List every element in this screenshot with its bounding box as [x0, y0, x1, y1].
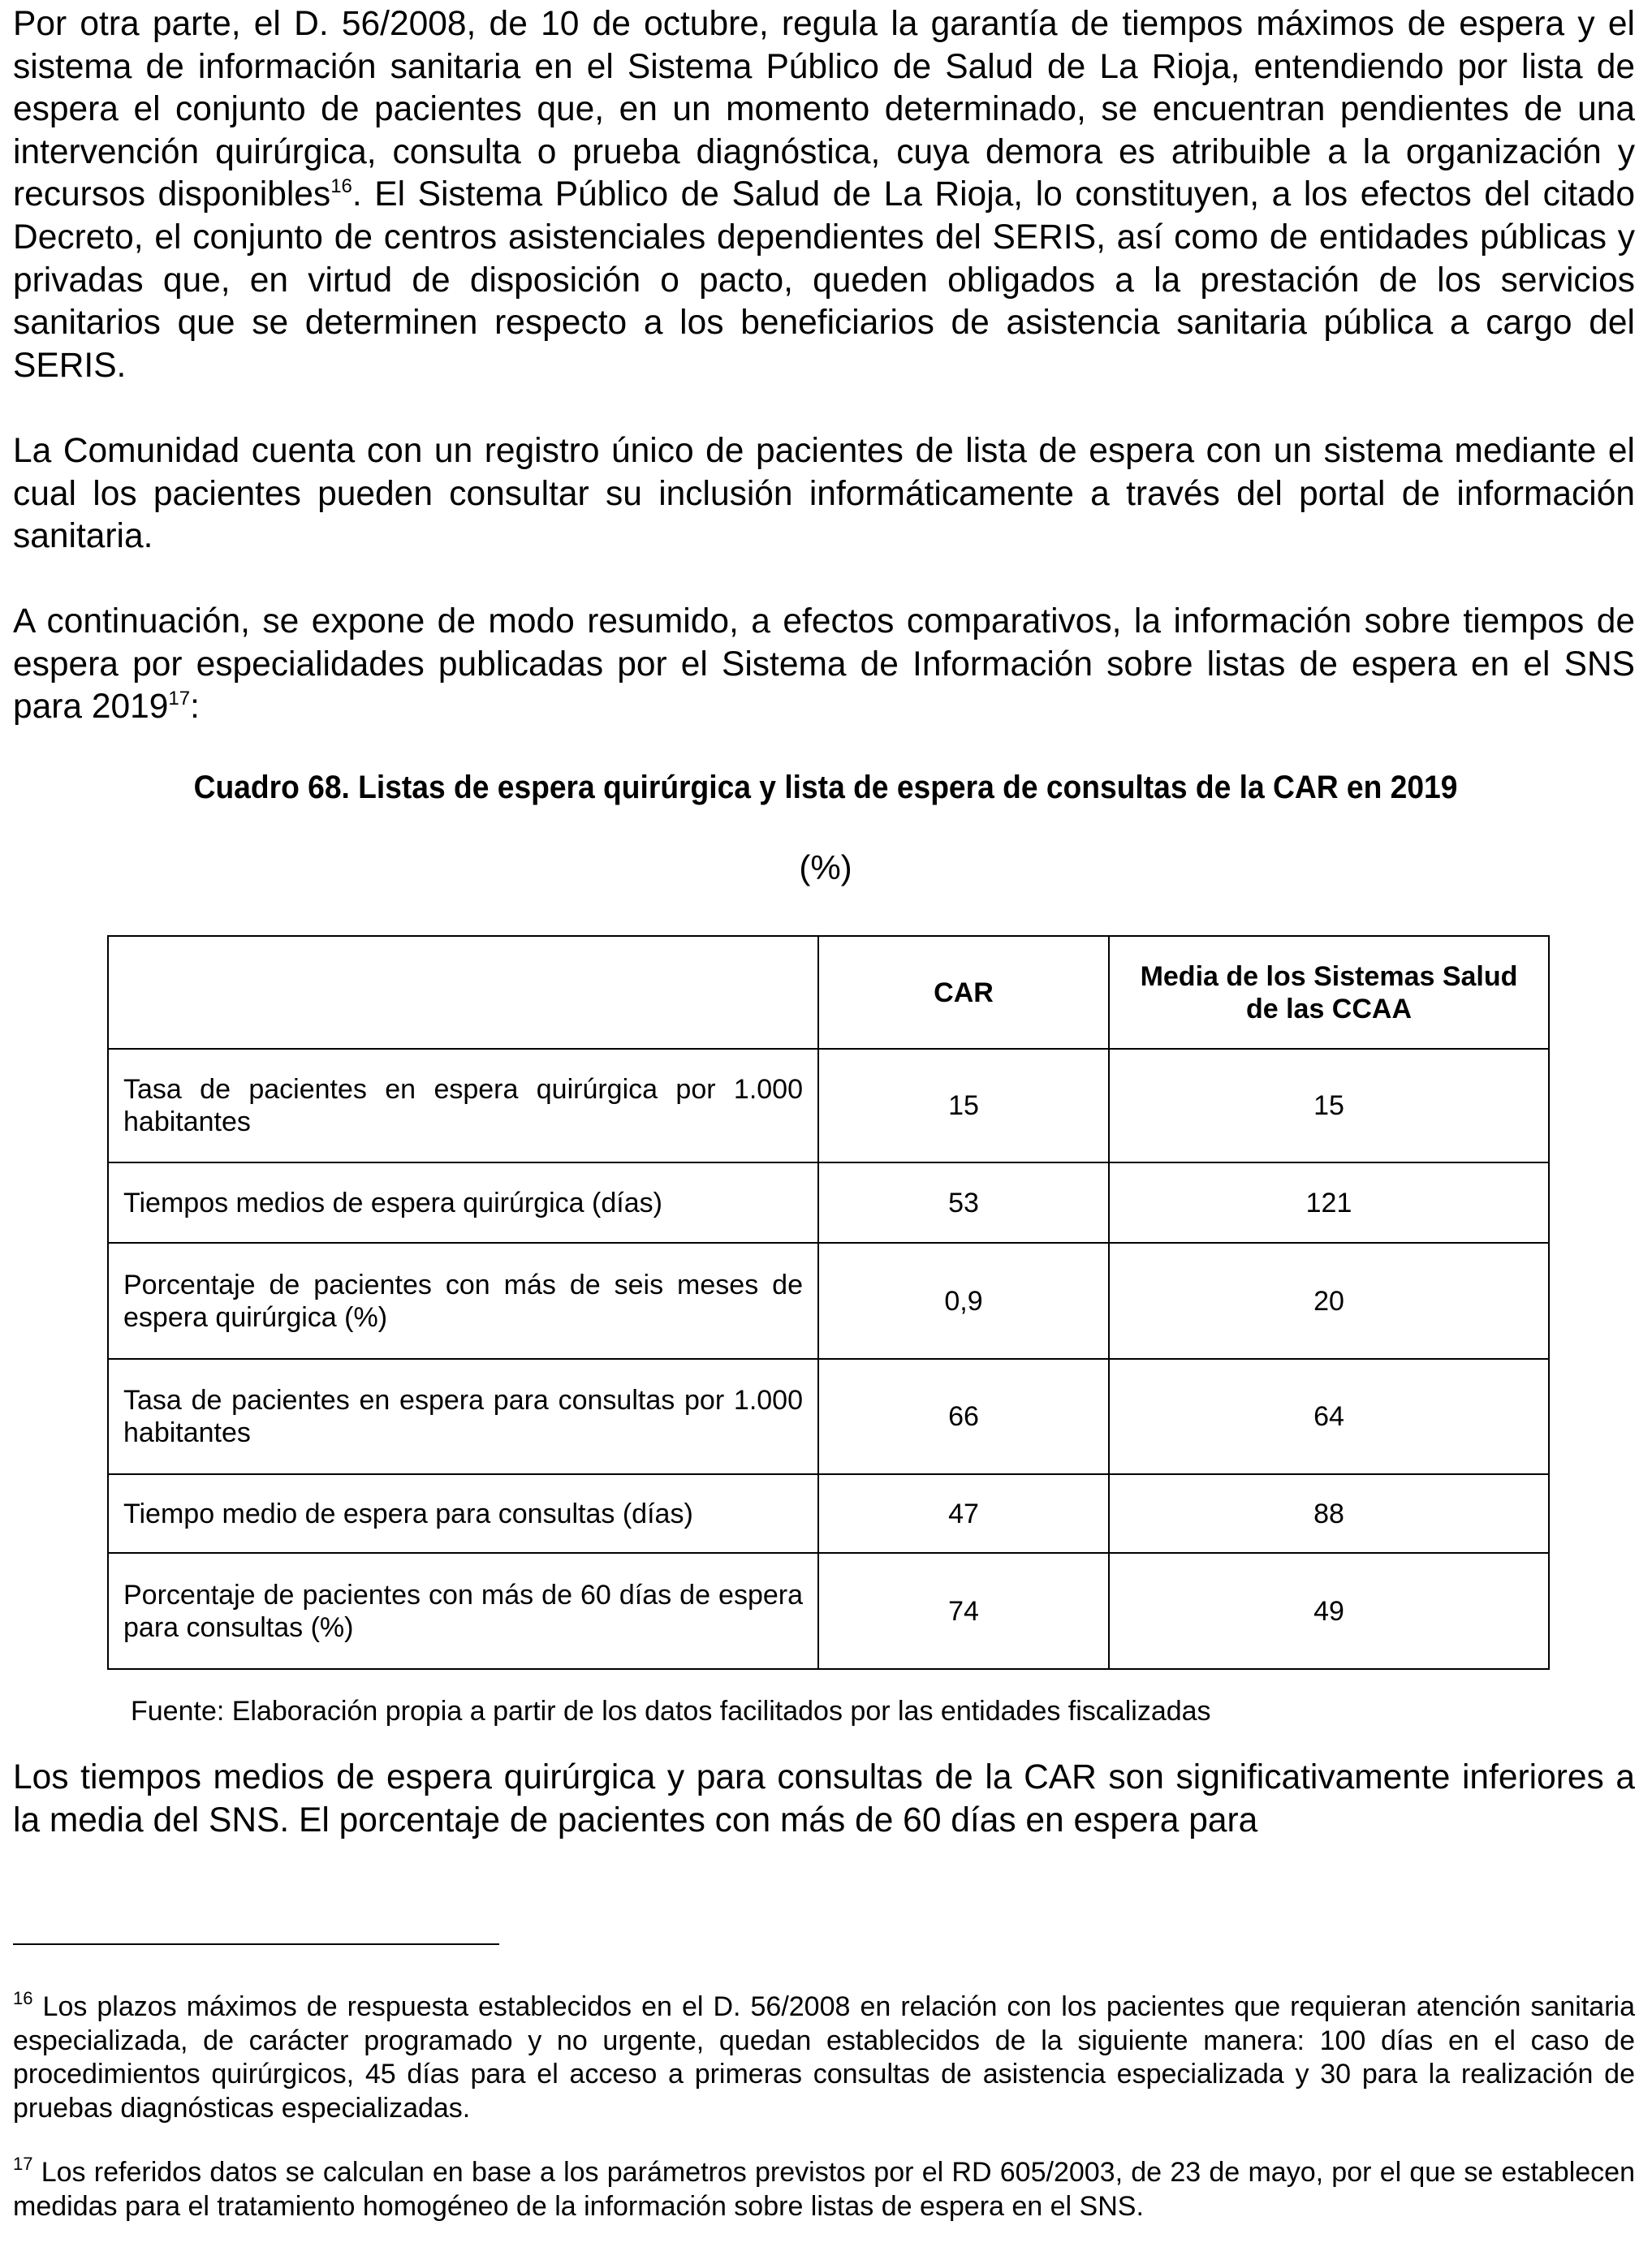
paragraph-decreto-text-b: . El Sistema Público de Salud de La Rioja, lo constituyen, a los efectos del citado Decreto, el conjunto de centros asistenciales dependientes del SERIS, así como de entidades públicas y privadas que, en virtud de disposición o pacto, queden obligados a la prestación de los servicios sanitarios que se determinen respecto a los beneficiarios de asistencia sanitaria pública a cargo del SERIS.: [13, 175, 1636, 385]
row-label: Tasa de pacientes en espera para consultas por 1.000 habitantes: [108, 1359, 818, 1474]
row-label: Porcentaje de pacientes con más de seis meses de espera quirúrgica (%): [108, 1243, 818, 1359]
row-media-value: 121: [1109, 1162, 1549, 1243]
footnote-separator: [13, 1943, 499, 1945]
row-label: Tiempo medio de espera para consultas (días): [108, 1474, 818, 1553]
footnote-ref-16[interactable]: 16: [330, 175, 352, 198]
paragraph-registro: La Comunidad cuenta con un registro único de pacientes de lista de espera con un sistema mediante el cual los pacientes pueden consultar su inclusión informáticamente a través del portal de información sanitaria.: [13, 432, 1635, 556]
row-car-value: 53: [818, 1162, 1109, 1243]
row-media-value: 15: [1109, 1049, 1549, 1162]
table-row: [108, 1359, 1549, 1474]
paragraph-conclusion: Los tiempos medios de espera quirúrgica y para consultas de la CAR son significativamente inferiores a la media del SNS. El porcentaje de pacientes con más de 60 días en espera para: [13, 1758, 1635, 1839]
table-unit: (%): [799, 848, 852, 886]
footnote-text: Los referidos datos se calculan en base a los parámetros previstos por el RD 605/2003, de 23 de mayo, por el que se establecen medidas para el tratamiento homogéneo de la información sobre listas de espera en el SNS.: [13, 2157, 1635, 2222]
table-row: [108, 1243, 1549, 1359]
row-media-value: 64: [1109, 1359, 1549, 1474]
paragraph-decreto-text-a: Por otra parte, el D. 56/2008, de 10 de octubre, regula la garantía de tiempos máximos de espera y el sistema de información sanitaria en el Sistema Público de Salud de La Rioja, entendiendo por lista de espera el conjunto de pacientes que, en un momento determinado, se encuentran pendientes de una intervención quirúrgica, consulta o prueba diagnóstica, cuya demora es atribuible a la organización y recursos disponibles: [13, 5, 1635, 214]
footnote-number: 17: [13, 2154, 33, 2174]
row-media-value: 49: [1109, 1553, 1549, 1669]
row-media-value: 88: [1109, 1474, 1549, 1553]
header-media: Media de los Sistemas Salud de las CCAA: [1109, 936, 1549, 1049]
row-label: Tiempos medios de espera quirúrgica (días): [108, 1162, 818, 1243]
row-car-value: 74: [818, 1553, 1109, 1669]
row-car-value: 0,9: [818, 1243, 1109, 1359]
table-row: [108, 1162, 1549, 1243]
paragraph-continuacion-text-b: :: [190, 688, 200, 727]
footnote-ref-17[interactable]: 17: [168, 688, 191, 710]
header-car: CAR: [818, 936, 1109, 1049]
row-label: Porcentaje de pacientes con más de 60 días de espera para consultas (%): [108, 1553, 818, 1669]
table-header-row: [108, 936, 1549, 1049]
table-row: [108, 1049, 1549, 1162]
paragraph-decreto: [13, 3, 1635, 387]
footnote-number: 16: [13, 1988, 33, 2008]
paragraph-continuacion-text-a: A continuación, se expone de modo resumido, a efectos comparativos, la información sobre tiempos de espera por especialidades publicadas por el Sistema de Información sobre listas de espera en el SNS para 2019: [13, 602, 1635, 727]
table-row: [108, 1474, 1549, 1553]
footnote-17: [13, 2156, 1635, 2223]
row-media-value: 20: [1109, 1243, 1549, 1359]
waiting-list-table: [107, 935, 1550, 1670]
table-caption: Cuadro 68. Listas de espera quirúrgica y lista de espera de consultas de la CAR en 2019: [193, 770, 1458, 805]
table-row: [108, 1553, 1549, 1669]
row-car-value: 66: [818, 1359, 1109, 1474]
row-car-value: 47: [818, 1474, 1109, 1553]
footnote-16: [13, 1990, 1635, 2125]
paragraph-continuacion: [13, 601, 1635, 729]
footnote-text: Los plazos máximos de respuesta establecidos en el D. 56/2008 en relación con los pacientes que requieran atención sanitaria especializada, de carácter programado y no urgente, quedan establecidos de la siguiente manera: 100 días en el caso de procedimientos quirúrgicos, 45 días para el acceso a primeras consultas de asistencia especializada y 30 para la realización de pruebas diagnósticas especializadas.: [13, 1991, 1635, 2124]
header-empty: [108, 936, 818, 1049]
row-car-value: 15: [818, 1049, 1109, 1162]
row-label: Tasa de pacientes en espera quirúrgica por 1.000 habitantes: [108, 1049, 818, 1162]
table-source: Fuente: Elaboración propia a partir de los datos facilitados por las entidades fiscalizadas: [131, 1696, 1211, 1727]
